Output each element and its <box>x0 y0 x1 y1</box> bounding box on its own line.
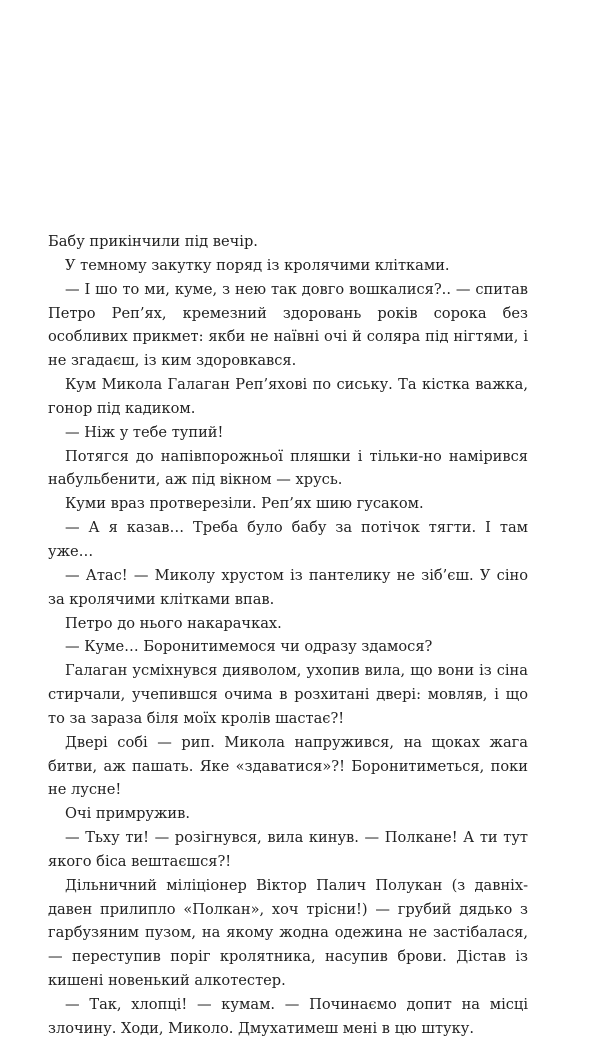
paragraph-6: Потягся до напівпорожньої пляшки і тільки-но намірився набульбенити, аж під вікном — хрусь. <box>48 447 528 489</box>
paragraph-9: — Атас! — Миколу хрустом із пантелику не зіб’єш. У сіно за кролячими клітками впав. <box>48 566 528 608</box>
paragraph-17: — Так, хлопці! — кумам. — Починаємо допит на місці злочину. Ходи, Миколо. Дмухатимеш мені в цю штуку. <box>48 996 528 1037</box>
paragraph-8: — А я казав… Треба було бабу за потічок тягти. І там уже… <box>48 519 528 560</box>
paragraph-4: Кум Микола Галаган Реп’яхові по сиську. Та кістка важка, гонор під кадиком. <box>48 376 528 417</box>
paragraph-10: Петро до нього накарачках. <box>65 614 282 632</box>
paragraph-15: — Тьху ти! — розігнувся, вила кинув. — Полкане! А ти тут якого біса вештаєшся?! <box>48 829 528 870</box>
paragraph-14: Очі примружив. <box>65 805 191 823</box>
paragraph-13: Двері собі — рип. Микола напружився, на щоках жага битви, аж пашать. Яке «здаватися»?! Боронитиметься, поки не лусне! <box>48 733 528 799</box>
paragraph-11: — Куме… Боронитимемося чи одразу здамося? <box>65 638 433 656</box>
paragraph-12: Галаган усміхнувся дияволом, ухопив вила, що вони із сіна стирчали, учепившся очима в розхитані двері: мовляв, і що то за зараза біля моїх кролів шастає?! <box>48 662 528 727</box>
paragraph-5: — Ніж у тебе тупий! <box>65 423 224 441</box>
paragraph-1: Бабу прикінчили під вечір. <box>48 233 258 250</box>
paragraph-7: Куми враз протверезіли. Реп’ях шию гусаком. <box>65 495 424 513</box>
paragraph-16: Дільничний міліціонер Віктор Палич Полукан (з давніх-давен прилипло «Полкан», хоч трісни!) — грубий дядько з гарбузяним пузом, на якому жодна одежина не застібалася, — переступив поріг кролятника, насупив брови. Дістав із кишені новенький алкотестер. <box>48 876 528 990</box>
paragraph-2: У темному закутку поряд із кролячими клітками. <box>65 256 450 274</box>
chapter-text <box>48 230 528 1041</box>
paragraph-3: — І шо то ми, куме, з нею так довго вошкалися?.. — спитав Петро Реп’ях, кремезний здоровань років сорока без особливих прикмет: якби не наївні очі й соляра під нігтями, і не згадаєш, із ким здоровкався. <box>48 280 528 370</box>
